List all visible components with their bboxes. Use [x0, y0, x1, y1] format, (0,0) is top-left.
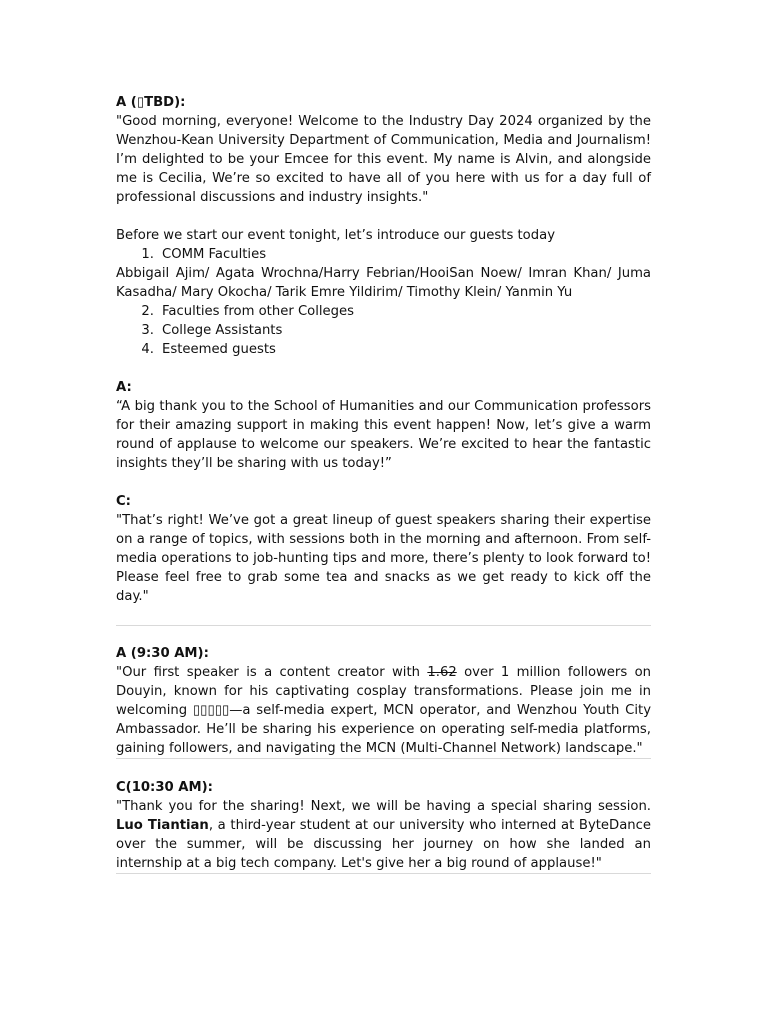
text-run: "Our first speaker is a content creator with — [116, 665, 428, 680]
section-heading: C: — [116, 494, 131, 509]
section-heading: A (▯TBD): — [116, 95, 186, 110]
spacer — [116, 359, 651, 378]
spacer — [116, 759, 651, 778]
spacer — [116, 207, 651, 226]
welcome-paragraph: "Good morning, everyone! Welcome to the Industry Day 2024 organized by the Wenzhou-Kean University Department of Communication, Media and Journalism! I’m delighted to be your Emcee for this event. My name is Alvin, and alongside me is Cecilia, We’re so excited to have all of you here with us for a day full of professional discussions and industry insights." — [116, 114, 651, 205]
list-label: Esteemed guests — [162, 342, 276, 357]
list-label: College Assistants — [162, 323, 283, 338]
list-number: 4. — [141, 342, 154, 357]
spacer — [116, 626, 651, 644]
document-body — [116, 93, 651, 874]
list-item — [116, 321, 651, 340]
struck-text: 1.62 — [427, 665, 457, 680]
list-label: Faculties from other Colleges — [162, 304, 355, 319]
list-number: 3. — [141, 323, 154, 338]
section-heading: A (9:30 AM): — [116, 646, 209, 661]
list-label: COMM Faculties — [162, 247, 267, 262]
list-number: 2. — [141, 304, 154, 319]
faculty-names: Abbigail Ajim/ Agata Wrochna/Harry Febrian/HooiSan Noew/ Imran Khan/ Juma Kasadha/ Mary Okocha/ Tarik Emre Yildirim/ Timothy Klein/ Yanmin Yu — [116, 266, 651, 300]
section-heading: A: — [116, 380, 132, 395]
list-item — [116, 245, 651, 264]
first-speaker-paragraph — [116, 663, 651, 758]
second-speaker-paragraph — [116, 797, 651, 873]
text-run: over 1 million followers on Douyin, known for his captivating cosplay transformations. Please join me in welcoming ▯▯▯▯▯—a self-media expert, MCN operator, and Wenzhou Youth City Ambassador. He’ll be sharing his experience on operating self-media platforms, gaining followers, and navigating the MCN (Multi-Channel Network) landscape." — [116, 665, 651, 756]
list-item — [116, 340, 651, 359]
section-heading: C(10:30 AM): — [116, 780, 213, 795]
divider — [116, 873, 651, 874]
spacer — [116, 473, 651, 492]
thanks-paragraph: “A big thank you to the School of Humanities and our Communication professors for their amazing support in making this event happen! Now, let’s give a warm round of applause to welcome our speakers. We’re excited to hear the fantastic insights they’ll be sharing with us today!” — [116, 399, 651, 471]
speaker-name: Luo Tiantian — [116, 818, 209, 833]
spacer — [116, 606, 651, 625]
guests-intro: Before we start our event tonight, let’s introduce our guests today — [116, 228, 556, 243]
text-run: "Thank you for the sharing! Next, we will be having a special sharing session. — [116, 799, 651, 814]
list-number: 1. — [141, 247, 154, 262]
text-run: , a third-year student at our university who interned at ByteDance over the summer, will be discussing her journey on how she landed an internship at a big tech company. Let's give her a big round of applause!" — [116, 818, 652, 871]
lineup-paragraph: "That’s right! We’ve got a great lineup of guest speakers sharing their expertise on a range of topics, with sessions both in the morning and afternoon. From self-media operations to job-hunting tips and more, there’s plenty to look forward to! Please feel free to grab some tea and snacks as we get ready to kick off the day." — [116, 513, 651, 604]
list-item — [116, 302, 651, 321]
